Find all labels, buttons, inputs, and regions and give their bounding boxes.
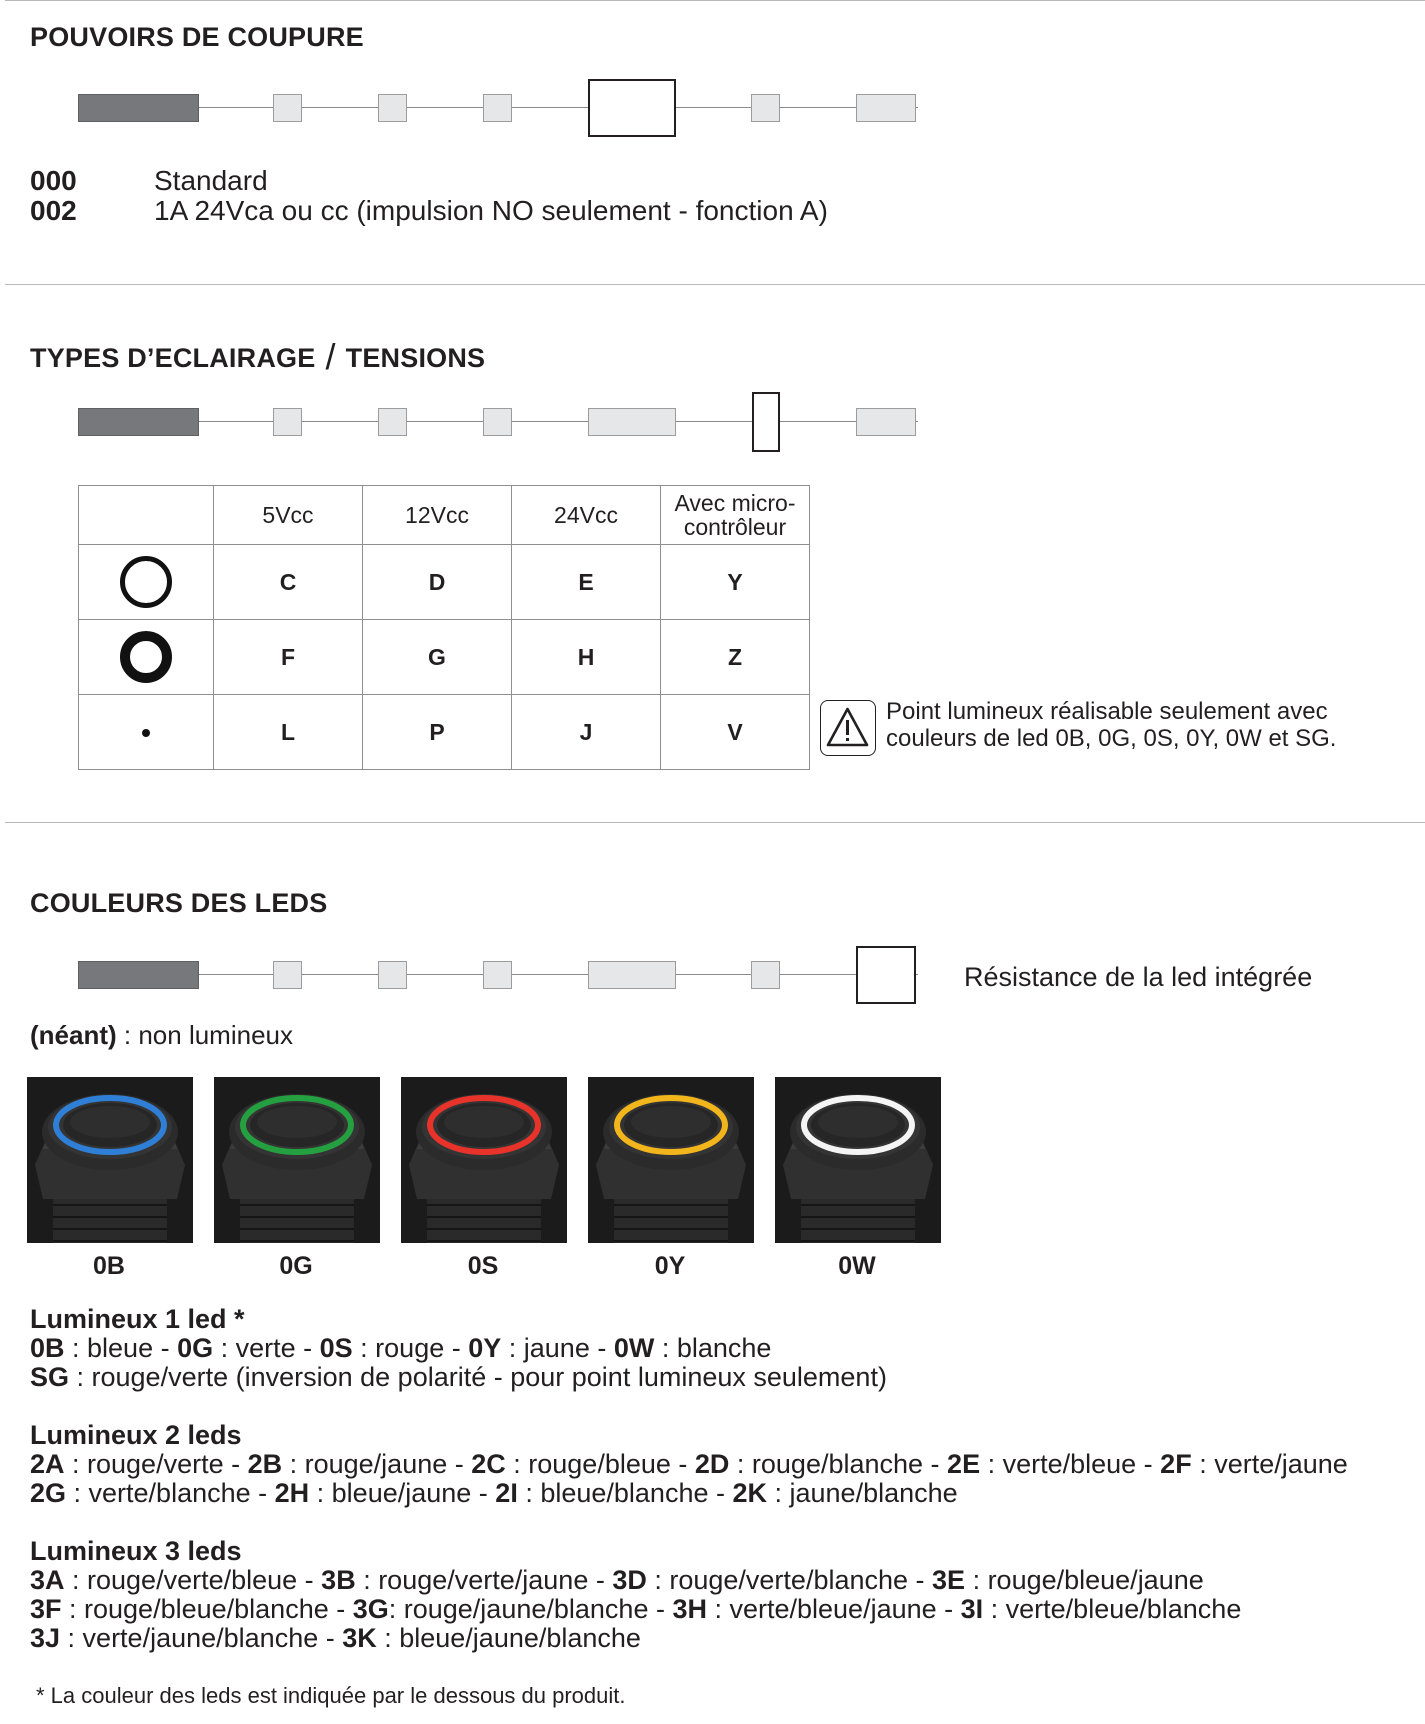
color-code: 2K [732,1478,767,1508]
title-slash: / [325,336,336,377]
led-photo-label: 0W [838,1252,876,1280]
strip-segment [378,94,407,122]
lum3-block [30,1537,1241,1653]
color-desc: : rouge/verte/blanche - [646,1565,933,1595]
neant-line [30,1020,293,1051]
neant-text: : non lumineux [116,1020,293,1050]
color-desc: : verte/blanche - [66,1478,275,1508]
color-code: 0S [319,1333,353,1363]
color-code: 3G [352,1594,389,1624]
lum1-line-2 [30,1363,887,1392]
warning-box [820,700,876,756]
led-photo-label: 0Y [654,1252,686,1280]
strip-segment-base [78,408,199,436]
side-label-resistance: Résistance de la led intégrée [964,962,1313,992]
color-code: 3D [612,1565,647,1595]
strip-segment-base [78,94,199,122]
color-desc: : rouge/verte - [64,1449,248,1479]
led-photo-0y [588,1077,754,1243]
lum2-title: Lumineux 2 leds [30,1420,242,1450]
table-corner-cell [79,486,214,545]
color-desc: : jaune - [501,1333,614,1363]
row-icon-cell [79,545,214,620]
code-strip-couleurs [78,940,918,1010]
color-desc: : rouge/jaune/blanche - [388,1594,673,1624]
strip-segment [483,961,512,989]
table-header-row [79,486,810,545]
color-code: 0B [30,1333,65,1363]
strip-segment [856,94,916,122]
color-desc: : rouge/jaune - [282,1449,472,1479]
color-code: 2I [495,1478,518,1508]
color-code: 0Y [468,1333,502,1363]
color-code: 2G [30,1478,67,1508]
color-code: 3F [30,1594,62,1624]
color-code: 3H [672,1594,707,1624]
push-button-image [588,1077,754,1243]
code-key: 002 [30,195,77,226]
table-cell: J [512,695,661,770]
header-12vcc: 12Vcc [363,486,512,545]
color-code: 3E [932,1565,966,1595]
color-desc: : bleue/jaune/blanche [376,1623,641,1653]
led-photo-0s [401,1077,567,1243]
color-code: 0G [177,1333,214,1363]
section-divider [5,284,1425,285]
header-24vcc: 24Vcc [512,486,661,545]
title-left: TYPES D’ECLAIRAGE [30,343,316,373]
color-desc: : rouge/bleue/jaune [965,1565,1204,1595]
color-desc: : bleue/blanche - [517,1478,733,1508]
led-photo-label: 0G [279,1252,313,1280]
lum1-line-1 [30,1334,887,1363]
strip-segment-active [752,392,780,452]
strip-segment [273,94,302,122]
lum3-line-3 [30,1624,1241,1653]
table-cell: G [363,620,512,695]
strip-segment-base [78,961,199,989]
header-5vcc: 5Vcc [214,486,363,545]
neant-bold: (néant) [30,1020,117,1050]
color-code: 3A [30,1565,65,1595]
color-desc: : bleue - [64,1333,178,1363]
title-right: TENSIONS [345,343,486,373]
color-desc: : verte - [213,1333,320,1363]
strip-segment-active [856,946,916,1004]
pouvoirs-code-list [30,166,828,226]
color-desc: : rouge - [352,1333,469,1363]
code-row [30,166,828,196]
led-photo-0g [214,1077,380,1243]
table-cell: F [214,620,363,695]
table-row [79,695,810,770]
lum3-line-1 [30,1566,1241,1595]
section-title-eclairage [30,334,485,376]
strip-segment [378,408,407,436]
table-cell: C [214,545,363,620]
color-desc: : rouge/verte/jaune - [355,1565,613,1595]
table-cell: P [363,695,512,770]
row-icon-cell [79,620,214,695]
led-photo-label: 0B [93,1252,125,1280]
code-key: 000 [30,165,77,196]
led-photo-0w [775,1077,941,1243]
strip-segment [273,961,302,989]
warning-triangle-icon [821,701,874,754]
color-code: 2C [471,1449,506,1479]
led-photo-label: 0S [467,1252,499,1280]
strip-segment [378,961,407,989]
color-code: 3J [30,1623,61,1653]
table-cell: Z [661,620,810,695]
lum1-title: Lumineux 1 led * [30,1304,245,1334]
row-icon-cell [79,695,214,770]
push-button-image [214,1077,380,1243]
table-row [79,620,810,695]
push-button-image [27,1077,193,1243]
table-row [79,545,810,620]
color-code: 2F [1160,1449,1192,1479]
code-desc: 1A 24Vca ou cc (impulsion NO seulement - fonction A) [154,195,828,226]
strip-segment [856,408,916,436]
color-desc: : verte/jaune [1191,1449,1348,1479]
strip-segment [588,408,676,436]
color-desc: : rouge/verte/bleue - [64,1565,322,1595]
color-code: 3I [960,1594,984,1624]
lum2-line-2 [30,1479,1348,1508]
color-code: 3K [342,1623,377,1653]
color-code: 3B [321,1565,356,1595]
color-code: 2B [247,1449,283,1479]
lum2-line-1 [30,1450,1348,1479]
strip-segment [483,408,512,436]
push-button-image [401,1077,567,1243]
color-desc: : verte/bleue/blanche [983,1594,1242,1624]
table-cell: E [512,545,661,620]
section-divider [5,822,1425,823]
section-title-couleurs: COULEURS DES LEDS [30,888,328,918]
table-cell: H [512,620,661,695]
color-desc: : rouge/blanche - [729,1449,948,1479]
section-title-pouvoirs: POUVOIRS DE COUPURE [30,22,364,52]
header-micro-text: Avec micro- contrôleur [674,490,796,540]
color-desc: : verte/bleue - [980,1449,1161,1479]
footnote: * La couleur des leds est indiquée par le dessous du produit. [36,1683,626,1708]
table-cell: D [363,545,512,620]
strip-segment-active [588,79,676,137]
header-micro [661,486,810,545]
color-desc: : bleue/jaune - [309,1478,496,1508]
color-desc: : rouge/verte (inversion de polarité - pour point lumineux seulement) [69,1362,887,1392]
led-photo-0b [27,1077,193,1243]
strip-segment [751,94,780,122]
color-desc: : rouge/bleue - [505,1449,695,1479]
lum3-line-2 [30,1595,1241,1624]
strip-segment [483,94,512,122]
color-desc: : verte/jaune/blanche - [60,1623,343,1653]
strip-segment [751,961,780,989]
color-desc: : verte/bleue/jaune - [706,1594,961,1624]
thin-ring-icon [120,556,172,608]
table-cell: V [661,695,810,770]
color-code: 2E [947,1449,981,1479]
dot-icon [142,729,150,737]
table-cell: L [214,695,363,770]
color-code: 2H [274,1478,310,1508]
push-button-image [775,1077,941,1243]
top-divider [5,0,1425,1]
color-code: 2D [694,1449,730,1479]
color-desc: : rouge/bleue/blanche - [61,1594,353,1624]
color-code: 2A [30,1449,65,1479]
color-desc: : jaune/blanche [767,1478,958,1508]
color-code: 0W [613,1333,655,1363]
code-strip-pouvoirs [78,73,918,143]
color-code: SG [30,1362,70,1392]
warning-text: Point lumineux réalisable seulement avec couleurs de led 0B, 0G, 0S, 0Y, 0W et SG. [886,698,1337,752]
strip-segment [588,961,676,989]
code-desc: Standard [154,165,268,196]
color-desc: : blanche [654,1333,772,1363]
lum3-title: Lumineux 3 leds [30,1536,242,1566]
lum1-block [30,1305,887,1392]
voltage-table [78,485,810,770]
thick-ring-icon [120,631,172,683]
code-strip-eclairage [78,387,918,457]
code-row [30,196,828,226]
table-cell: Y [661,545,810,620]
strip-segment [273,408,302,436]
lum2-block [30,1421,1348,1508]
